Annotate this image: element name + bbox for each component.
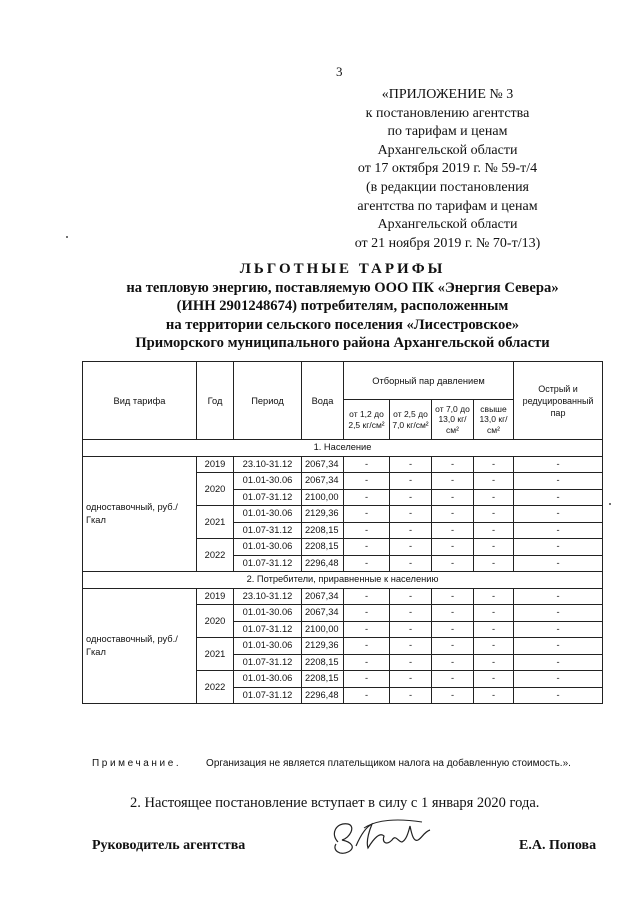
cell-period: 01.01-30.06: [234, 506, 302, 523]
cell-year: 2019: [197, 588, 234, 605]
cell-tariff-type: одноставочный, руб./Гкал: [83, 456, 197, 572]
title-line: на территории сельского поселения «Лисестровское»: [165, 316, 520, 333]
appendix-header: [320, 86, 575, 253]
appendix-line: от 17 октября 2019 г. № 59-т/4: [357, 161, 538, 177]
appendix-line: Архангельской области: [377, 142, 518, 158]
title-line: ЛЬГОТНЫЕ ТАРИФЫ: [239, 261, 446, 277]
cell-dash: -: [474, 506, 514, 523]
cell-period: 01.07-31.12: [234, 555, 302, 572]
header-steam-3: от 7,0 до 13,0 кг/см²: [432, 400, 474, 440]
cell-water: 2296,48: [302, 687, 344, 704]
cell-year: 2021: [197, 506, 234, 539]
cell-dash: -: [344, 605, 390, 622]
cell-period: 01.07-31.12: [234, 687, 302, 704]
cell-dash: -: [344, 687, 390, 704]
title-line: (ИНН 2901248674) потребителям, расположенным: [176, 298, 509, 314]
cell-water: 2208,15: [302, 671, 344, 688]
cell-dash: -: [390, 671, 432, 688]
header-steam-2: от 2,5 до 7,0 кг/см²: [390, 400, 432, 440]
cell-dash: -: [344, 555, 390, 572]
cell-period: 01.07-31.12: [234, 489, 302, 506]
cell-dash: -: [344, 588, 390, 605]
cell-period: 01.01-30.06: [234, 671, 302, 688]
cell-dash: -: [390, 489, 432, 506]
cell-year: 2022: [197, 671, 234, 704]
title-line: Приморского муниципального района Архангельской области: [135, 335, 550, 351]
signer-position: Руководитель агентства: [92, 838, 246, 853]
cell-year: 2022: [197, 539, 234, 572]
cell-dash: -: [514, 555, 603, 572]
cell-dash: -: [432, 687, 474, 704]
note: [92, 758, 571, 769]
cell-dash: -: [432, 671, 474, 688]
clause-text: 2. Настоящее постановление вступает в силу с 1 января 2020 года.: [130, 795, 540, 811]
appendix-line: Архангельской области: [377, 217, 518, 233]
cell-dash: -: [390, 621, 432, 638]
cell-water: 2296,48: [302, 555, 344, 572]
cell-tariff-type: одноставочный, руб./Гкал: [83, 588, 197, 704]
cell-dash: -: [514, 654, 603, 671]
section-row: [83, 440, 603, 457]
header-year: Год: [197, 362, 234, 440]
cell-dash: -: [514, 605, 603, 622]
cell-dash: -: [432, 555, 474, 572]
cell-water: 2208,15: [302, 522, 344, 539]
cell-dash: -: [514, 671, 603, 688]
cell-dash: -: [514, 456, 603, 473]
cell-dash: -: [344, 621, 390, 638]
cell-dash: -: [390, 638, 432, 655]
cell-year: 2021: [197, 638, 234, 671]
appendix-line: (в редакции постановления: [365, 179, 530, 195]
cell-dash: -: [432, 588, 474, 605]
title-line: на тепловую энергию, поставляемую ООО ПК «Энергия Севера»: [126, 279, 559, 296]
cell-dash: -: [390, 539, 432, 556]
cell-water: 2067,34: [302, 456, 344, 473]
cell-dash: -: [344, 654, 390, 671]
cell-dash: -: [344, 638, 390, 655]
cell-dash: -: [432, 621, 474, 638]
cell-dash: -: [514, 473, 603, 490]
cell-dash: -: [432, 506, 474, 523]
cell-period: 01.07-31.12: [234, 654, 302, 671]
cell-dash: -: [432, 522, 474, 539]
appendix-line: агентства по тарифам и ценам: [357, 198, 538, 214]
cell-dash: -: [390, 473, 432, 490]
cell-dash: -: [344, 539, 390, 556]
table-row: [83, 456, 603, 473]
cell-dash: -: [514, 522, 603, 539]
cell-water: 2208,15: [302, 539, 344, 556]
cell-dash: -: [474, 687, 514, 704]
appendix-line: от 21 ноября 2019 г. № 70-т/13): [354, 235, 541, 251]
appendix-line: по тарифам и ценам: [387, 124, 508, 140]
cell-water: 2067,34: [302, 605, 344, 622]
header-period: Период: [234, 362, 302, 440]
cell-dash: -: [474, 588, 514, 605]
tariff-table: [82, 361, 603, 704]
document-title: [70, 260, 615, 353]
cell-period: 01.07-31.12: [234, 522, 302, 539]
cell-water: 2100,00: [302, 489, 344, 506]
cell-dash: -: [474, 638, 514, 655]
cell-year: 2019: [197, 456, 234, 473]
cell-period: 01.01-30.06: [234, 605, 302, 622]
cell-period: 23.10-31.12: [234, 456, 302, 473]
cell-dash: -: [344, 489, 390, 506]
header-tariff-type: Вид тарифа: [83, 362, 197, 440]
note-text: Организация не является плательщиком налога на добавленную стоимость.».: [206, 758, 571, 769]
cell-period: 01.01-30.06: [234, 539, 302, 556]
cell-dash: -: [432, 473, 474, 490]
section-title: 1. Население: [83, 440, 603, 457]
cell-dash: -: [344, 456, 390, 473]
header-sharp-steam: Острый и редуцированный пар: [514, 362, 603, 440]
cell-dash: -: [390, 605, 432, 622]
cell-year: 2020: [197, 605, 234, 638]
appendix-line: к постановлению агентства: [365, 105, 530, 121]
cell-dash: -: [514, 687, 603, 704]
cell-dash: -: [390, 654, 432, 671]
cell-dash: -: [432, 456, 474, 473]
table-row: [83, 588, 603, 605]
cell-water: 2208,15: [302, 654, 344, 671]
cell-dash: -: [390, 522, 432, 539]
cell-dash: -: [474, 522, 514, 539]
cell-period: 01.01-30.06: [234, 473, 302, 490]
cell-dash: -: [390, 506, 432, 523]
cell-dash: -: [514, 489, 603, 506]
cell-period: 23.10-31.12: [234, 588, 302, 605]
cell-water: 2067,34: [302, 588, 344, 605]
cell-dash: -: [474, 654, 514, 671]
cell-water: 2100,00: [302, 621, 344, 638]
cell-water: 2067,34: [302, 473, 344, 490]
appendix-line: «ПРИЛОЖЕНИЕ № 3: [381, 87, 514, 102]
signer-name: Е.А. Попова: [519, 838, 597, 853]
cell-dash: -: [474, 555, 514, 572]
cell-water: 2129,36: [302, 638, 344, 655]
note-label: Примечание.: [92, 758, 182, 769]
cell-dash: -: [514, 621, 603, 638]
cell-dash: -: [514, 506, 603, 523]
cell-dash: -: [344, 671, 390, 688]
cell-dash: -: [344, 522, 390, 539]
cell-dash: -: [514, 638, 603, 655]
page-number: 3: [336, 64, 343, 79]
cell-dash: -: [474, 621, 514, 638]
header-water: Вода: [302, 362, 344, 440]
cell-dash: -: [514, 588, 603, 605]
cell-water: 2129,36: [302, 506, 344, 523]
scan-speck: [609, 503, 611, 505]
cell-dash: -: [474, 605, 514, 622]
cell-dash: -: [432, 654, 474, 671]
cell-dash: -: [344, 506, 390, 523]
section-row: [83, 572, 603, 589]
cell-dash: -: [474, 671, 514, 688]
cell-dash: -: [390, 588, 432, 605]
cell-dash: -: [432, 638, 474, 655]
cell-dash: -: [432, 605, 474, 622]
cell-year: 2020: [197, 473, 234, 506]
header-steam-1: от 1,2 до 2,5 кг/см²: [344, 400, 390, 440]
cell-dash: -: [474, 489, 514, 506]
cell-dash: -: [474, 456, 514, 473]
header-steam-4: свыше 13,0 кг/см²: [474, 400, 514, 440]
cell-dash: -: [432, 489, 474, 506]
cell-dash: -: [514, 539, 603, 556]
cell-dash: -: [474, 473, 514, 490]
signature-image: [326, 812, 436, 862]
cell-period: 01.01-30.06: [234, 638, 302, 655]
section-title: 2. Потребители, приравненные к населению: [83, 572, 603, 589]
cell-dash: -: [474, 539, 514, 556]
cell-dash: -: [344, 473, 390, 490]
cell-dash: -: [390, 687, 432, 704]
header-steam: Отборный пар давлением: [344, 362, 514, 400]
cell-dash: -: [390, 555, 432, 572]
cell-dash: -: [390, 456, 432, 473]
cell-period: 01.07-31.12: [234, 621, 302, 638]
scan-speck: [66, 236, 68, 238]
cell-dash: -: [432, 539, 474, 556]
